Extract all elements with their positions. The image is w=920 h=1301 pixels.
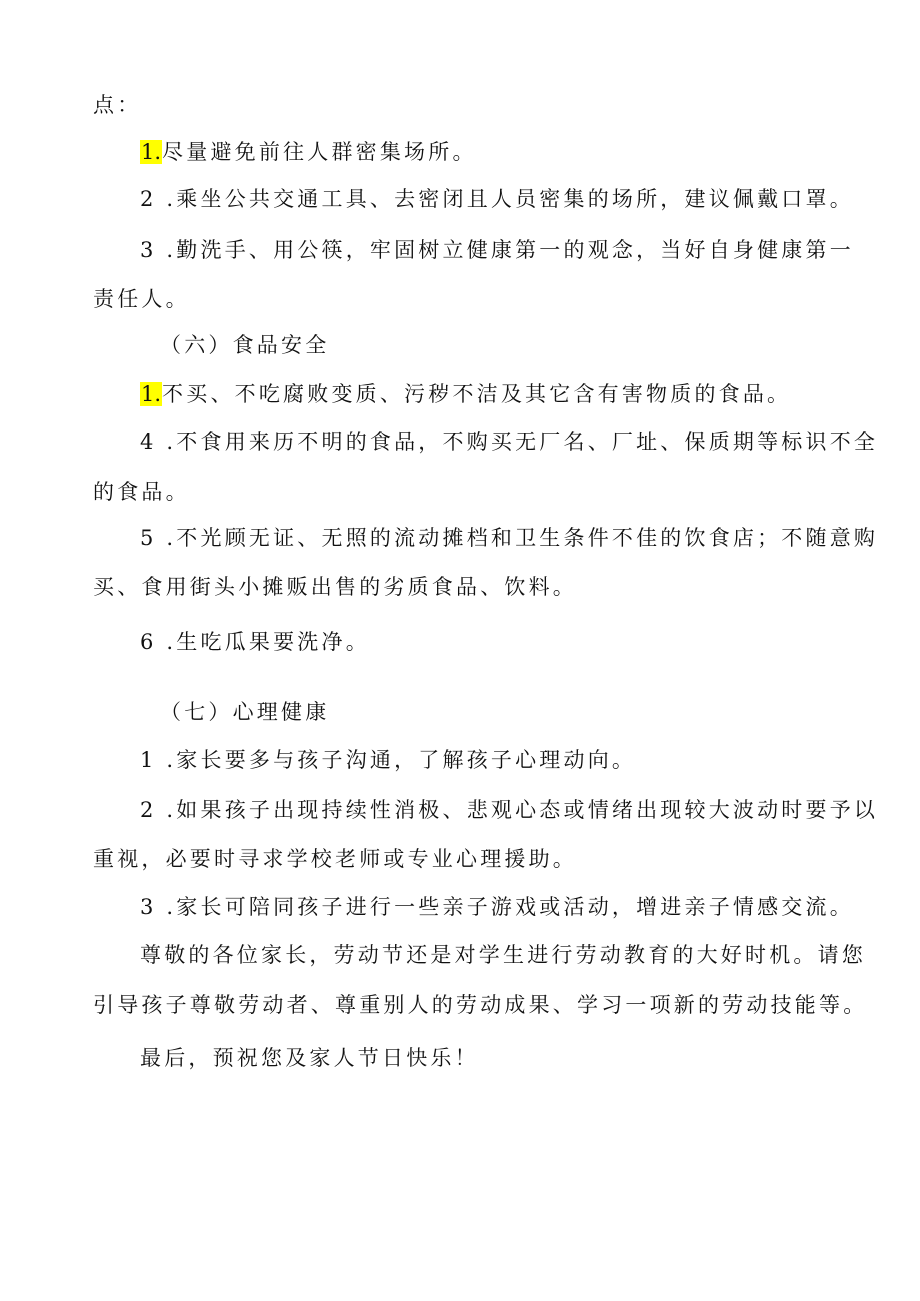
mental-item-3: 3 .家长可陪同孩子进行一些亲子游戏或活动，增进亲子情感交流。 (140, 895, 854, 919)
epidemic-item-3-line-2: 责任人。 (93, 287, 190, 311)
food-item-4-line-1: 4 .不食用来历不明的食品，不购买无厂名、厂址、保质期等标识不全 (140, 430, 879, 454)
mental-item-2-line-2: 重视，必要时寻求学校老师或专业心理援助。 (93, 847, 577, 871)
epidemic-item-3-line-1: 3 .勤洗手、用公筷，牢固树立健康第一的观念，当好自身健康第一 (140, 238, 854, 262)
mental-item-2-line-1: 2 .如果孩子出现持续性消极、悲观心态或情绪出现较大波动时要予以 (140, 798, 879, 822)
highlighted-number: 1. (141, 382, 162, 406)
food-item-5-line-2: 买、食用街头小摊贩出售的劣质食品、饮料。 (93, 575, 577, 599)
final-greeting: 最后，预祝您及家人节日快乐！ (140, 1046, 479, 1070)
closing-paragraph-line-2: 引导孩子尊敬劳动者、尊重别人的劳动成果、学习一项新的劳动技能等。 (93, 993, 868, 1017)
food-safety-heading: （六）食品安全 (160, 333, 330, 357)
food-item-1 (140, 380, 791, 408)
mental-health-heading: （七）心理健康 (160, 700, 330, 724)
epidemic-item-1 (140, 138, 477, 166)
epidemic-item-1-text: 尽量避免前往人群密集场所。 (162, 140, 477, 164)
food-item-6: 6 .生吃瓜果要洗净。 (140, 630, 370, 654)
mental-item-1: 1 .家长要多与孩子沟通，了解孩子心理动向。 (140, 748, 637, 772)
highlighted-number: 1. (141, 140, 162, 164)
food-item-5-line-1: 5 .不光顾无证、无照的流动摊档和卫生条件不佳的饮食店；不随意购 (140, 526, 879, 550)
intro-tail-text: 点： (93, 93, 142, 117)
food-item-4-line-2: 的食品。 (93, 480, 190, 504)
food-item-1-text: 不买、不吃腐败变质、污秽不洁及其它含有害物质的食品。 (162, 382, 792, 406)
epidemic-item-2: 2 .乘坐公共交通工具、去密闭且人员密集的场所，建议佩戴口罩。 (140, 187, 854, 211)
closing-paragraph-line-1: 尊敬的各位家长，劳动节还是对学生进行劳动教育的大好时机。请您 (140, 943, 866, 967)
